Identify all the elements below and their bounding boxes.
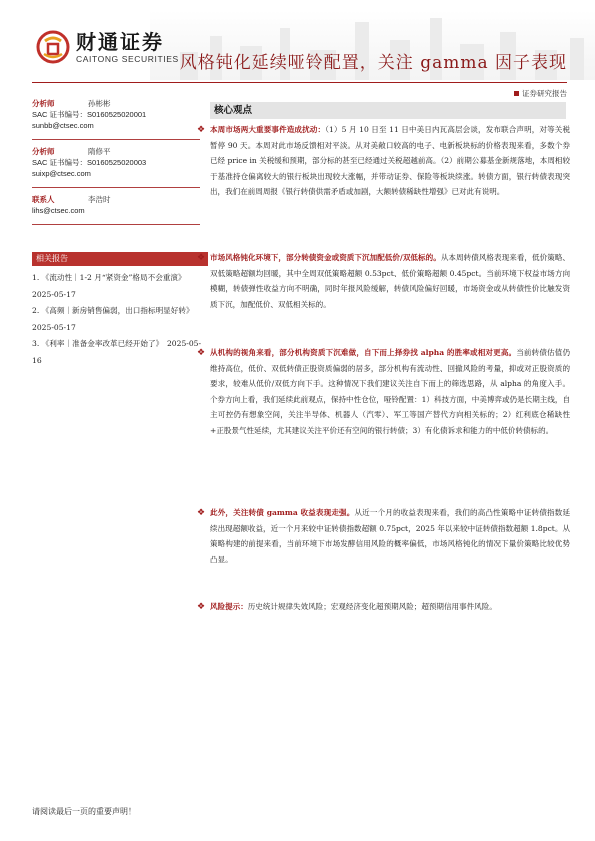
disclaimer-footer: 请阅读最后一页的重要声明！: [32, 807, 136, 816]
report-type: [514, 88, 567, 99]
contact-email[interactable]: lihs@ctsec.com: [32, 206, 85, 215]
related-reports-heading: 相关报告: [32, 252, 208, 266]
logo-english-name: CAITONG SECURITIES: [76, 53, 179, 64]
diamond-bullet-icon: ❖: [197, 602, 206, 612]
paragraph-lead: 此外，关注转债 gamma 收益表现走强。: [210, 508, 355, 517]
paragraph-text: 从近一个月的收益表现来看，我们的高凸性策略中证转债指数延续出现超额收益，近一个月来较中证转债指数超额 0.75pct，2025 年以来较中证转债指数超额 1.8pct。从策略构建的前提来看，当前环境下市场发酵信用风险的概率偏低，市场风格钝化的情况下量价策略比较优势凸显。: [210, 508, 570, 564]
logo-chinese-name: 财通证券: [76, 29, 164, 54]
core-paragraph: [197, 345, 570, 439]
risk-warning-text: 历史统计规律失效风险；宏观经济变化超预期风险；超预期信用事件风险。: [247, 602, 497, 611]
analyst-email[interactable]: sunbb@ctsec.com: [32, 121, 94, 130]
analyst-sidebar: [32, 98, 200, 231]
analyst-role: 分析师: [32, 99, 55, 108]
related-reports-list: [32, 270, 204, 369]
analyst-email[interactable]: suixp@ctsec.com: [32, 169, 91, 178]
core-paragraph: [197, 599, 570, 615]
paragraph-text: 从本周转债风格表现来看，低价策略、双低策略超额均回暖，其中全周双低策略超额 0.53pct、低价策略超额 0.45pct。当前环境下权益市场方向模糊，转债弹性收益方向不明确，同时年报风险缓解，转债风险偏好回暖，市场资金或从转债性价比触发资质下沉，加配低价、双低相关标的。: [210, 253, 570, 309]
analyst-sac: SAC 证书编号：S0160525020003: [32, 158, 147, 167]
report-title: 风格钝化延续哑铃配置，关注 gamma 因子表现: [179, 53, 567, 73]
analyst-sac: SAC 证书编号：S0160525020001: [32, 110, 147, 119]
core-paragraph: [197, 250, 570, 312]
risk-warning-lead: 风险提示：: [210, 602, 248, 611]
header-divider: [32, 82, 567, 83]
paragraph-text: （1）5 月 10 日至 11 日中美日内瓦高层会谈，发布联合声明，对等关税暂停 90 天。本周对此市场反馈相对平淡。从对美敞口较高的电子、电新板块标的价格表现来看，多数个券已经 price in 关税缓和预期，部分标的甚至已经通过关税超越前高。（2）前期公募基金新规落地，本周相较于基准持仓偏离较大的银行板块出现较大涨幅，并带动证券、保险等板块续涨。转债方面，银行转债表现突出，我们在前周周报《银行转债供需矛盾或加剧，大额转债稀缺性增强》已对此有说明。: [210, 125, 570, 197]
square-bullet-icon: [514, 91, 519, 96]
related-report-item[interactable]: 2. 《高频｜新房销售偏弱，出口指标明显好转》 2025-05-17: [32, 306, 198, 332]
diamond-bullet-icon: ❖: [197, 253, 206, 263]
sidebar-divider: [32, 187, 200, 188]
diamond-bullet-icon: ❖: [197, 348, 206, 358]
paragraph-lead: 本周市场两大重要事件造成扰动：: [210, 125, 326, 134]
caitong-emblem-icon: [36, 30, 70, 64]
page-header: [0, 0, 595, 98]
related-report-item[interactable]: 3. 《利率｜准备金率改革已经开始了》 2025-05-16: [32, 339, 202, 365]
contact-block: [32, 194, 200, 216]
diamond-bullet-icon: ❖: [197, 508, 206, 518]
analyst-block: [32, 146, 200, 179]
sidebar-divider: [32, 139, 200, 140]
analyst-name: 隋修平: [88, 147, 111, 156]
related-report-item[interactable]: 1. 《流动性｜1-2 月“紧资金”格局不会重演》 2025-05-17: [32, 273, 190, 299]
paragraph-text: 当前转债估值仍维持高位，低价、双低转债正股资质偏弱的居多，部分机构有流动性、回撤风险的考量，抑或对正股资质的要求，较难从低价/双低方向下手。这种情况下我们建议关注自下而上的筛选思路，从 alpha 的角度入手。个券方向上看，我们延续此前观点，保持中性仓位，哑铃配置：1）科技方面，中美博弈或仍是长期主线，自主可控仍有想象空间，关注半导体、机器人（汽零）、军工等国产替代方向相关标的；2）红利底仓稀缺性+正股景气性延续，尤其建议关注平价还有空间的银行转债；3）有化债诉求和能力的中低价转债标的。: [210, 348, 570, 435]
analyst-block: [32, 98, 200, 131]
report-type-label: 证券研究报告: [522, 89, 567, 98]
core-paragraph: [197, 122, 570, 200]
sidebar-divider: [32, 224, 200, 225]
diamond-bullet-icon: ❖: [197, 125, 206, 135]
core-views-section: [197, 102, 570, 612]
analyst-name: 孙彬彬: [88, 99, 111, 108]
core-paragraph: [197, 505, 570, 567]
analyst-role: 分析师: [32, 147, 55, 156]
paragraph-lead: 从机构的视角来看，部分机构资质下沉难做，自下而上择券找 alpha 的胜率或相对更高。: [210, 348, 517, 357]
caitong-logo: [36, 30, 179, 64]
core-views-heading: 核心观点: [210, 102, 566, 119]
contact-role: 联系人: [32, 195, 55, 204]
contact-name: 李浩时: [88, 195, 111, 204]
paragraph-lead: 市场风格钝化环境下，部分转债资金或资质下沉加配低价/双低标的。: [210, 253, 441, 262]
